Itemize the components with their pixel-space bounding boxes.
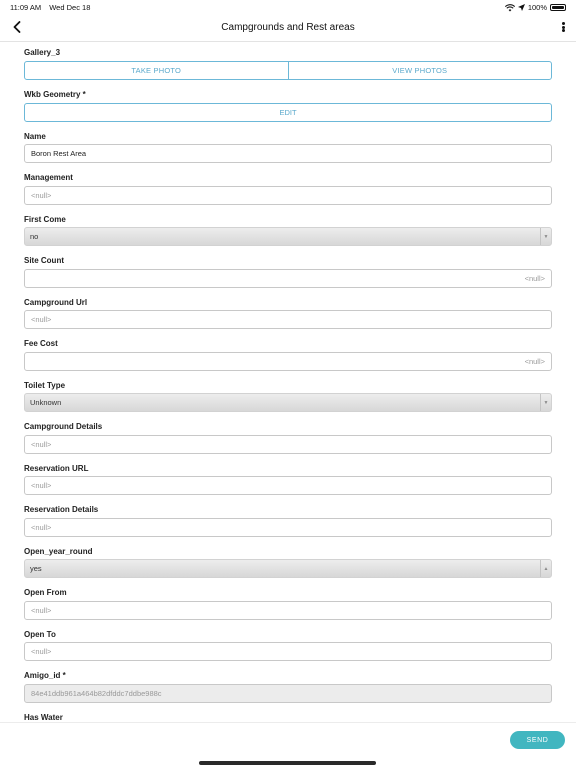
edit-geometry-button[interactable]: EDIT bbox=[24, 103, 552, 122]
name-field[interactable]: Boron Rest Area bbox=[24, 144, 552, 163]
open-to-field[interactable]: <null> bbox=[24, 642, 552, 661]
fee-cost-field[interactable]: <null> bbox=[24, 352, 552, 371]
amigo-id-field: 84e41ddb961a464b82dfddc7ddbe988c bbox=[24, 684, 552, 703]
amigo-id-label: Amigo_id * bbox=[24, 671, 66, 680]
open-from-field[interactable]: <null> bbox=[24, 601, 552, 620]
open-year-round-select[interactable] bbox=[24, 559, 552, 578]
first-come-value: no bbox=[30, 232, 39, 241]
view-photos-button[interactable]: VIEW PHOTOS bbox=[288, 62, 552, 79]
more-options-button[interactable] bbox=[558, 19, 568, 35]
send-button[interactable]: SEND bbox=[510, 731, 565, 749]
toilet-type-label: Toilet Type bbox=[24, 381, 66, 390]
first-come-label: First Come bbox=[24, 215, 66, 224]
management-label: Management bbox=[24, 173, 73, 182]
site-count-label: Site Count bbox=[24, 256, 64, 265]
battery-icon bbox=[550, 4, 566, 11]
dropdown-arrow-icon: ▼ bbox=[540, 394, 551, 411]
photo-button-group bbox=[24, 61, 552, 80]
campground-details-field[interactable]: <null> bbox=[24, 435, 552, 454]
status-indicators bbox=[505, 3, 566, 12]
status-time-date bbox=[10, 3, 96, 12]
gallery-label: Gallery_3 bbox=[24, 48, 61, 57]
home-indicator[interactable] bbox=[199, 761, 376, 765]
battery-percent: 100% bbox=[527, 3, 547, 12]
campground-url-label: Campground Url bbox=[24, 298, 88, 307]
open-year-round-value: yes bbox=[30, 564, 42, 573]
open-to-label: Open To bbox=[24, 630, 56, 639]
location-arrow-icon bbox=[518, 4, 525, 11]
fee-cost-label: Fee Cost bbox=[24, 339, 58, 348]
dot-icon bbox=[562, 29, 565, 32]
toilet-type-select[interactable] bbox=[24, 393, 552, 412]
campground-details-label: Campground Details bbox=[24, 422, 103, 431]
open-year-round-label: Open_year_round bbox=[24, 547, 93, 556]
management-field[interactable]: <null> bbox=[24, 186, 552, 205]
page-title: Campgrounds and Rest areas bbox=[221, 22, 355, 33]
dropdown-arrow-icon: ▼ bbox=[540, 228, 551, 245]
reservation-details-label: Reservation Details bbox=[24, 505, 99, 514]
wkb-geometry-label: Wkb Geometry * bbox=[24, 90, 86, 99]
name-label: Name bbox=[24, 132, 46, 141]
open-from-label: Open From bbox=[24, 588, 67, 597]
dot-icon bbox=[562, 22, 565, 25]
reservation-url-field[interactable]: <null> bbox=[24, 476, 552, 495]
has-water-label: Has Water bbox=[24, 713, 63, 722]
reservation-details-field[interactable]: <null> bbox=[24, 518, 552, 537]
wifi-icon bbox=[505, 4, 515, 12]
dropdown-arrow-icon: ▲ bbox=[540, 560, 551, 577]
site-count-field[interactable]: <null> bbox=[24, 269, 552, 288]
reservation-url-label: Reservation URL bbox=[24, 464, 89, 473]
navigation-bar bbox=[0, 14, 576, 42]
status-time: 11:09 AM bbox=[10, 3, 42, 12]
status-date: Wed Dec 18 bbox=[49, 3, 91, 12]
status-bar bbox=[0, 0, 576, 14]
record-form bbox=[0, 42, 576, 722]
take-photo-button[interactable]: TAKE PHOTO bbox=[131, 66, 182, 75]
footer-bar bbox=[0, 722, 576, 768]
first-come-select[interactable] bbox=[24, 227, 552, 246]
campground-url-field[interactable]: <null> bbox=[24, 310, 552, 329]
toilet-type-value: Unknown bbox=[30, 398, 62, 407]
